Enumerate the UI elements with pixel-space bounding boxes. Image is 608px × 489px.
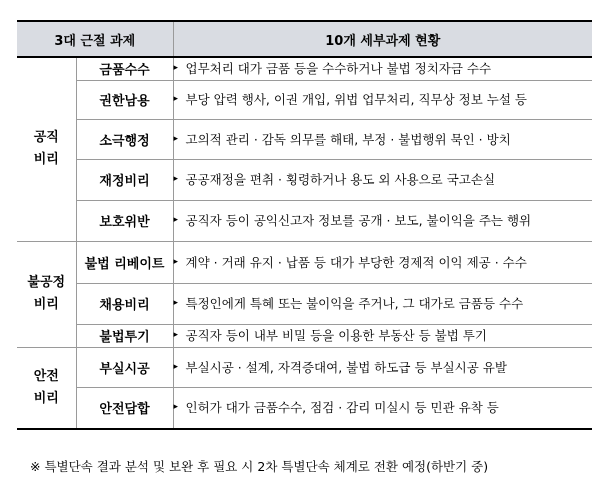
category-public-corruption: 공직 비리 [17, 57, 76, 241]
bullet-icon: ▸ [173, 330, 179, 340]
subtask-description: ▸ 고의적 관리 · 감독 의무를 해태, 부정 · 불법행위 묵인 · 방치 [173, 119, 592, 159]
table-row [17, 324, 592, 347]
table-row [17, 57, 592, 80]
subtask-description: ▸ 부실시공 · 설계, 자격증대여, 불법 하도급 등 부실시공 유발 [173, 347, 592, 387]
subtask-description: ▸ 계약 · 거래 유지 · 납품 등 대가 부당한 경제적 이익 제공 · 수수 [173, 241, 592, 283]
subtask-description: ▸ 공직자 등이 공익신고자 정보를 공개 · 보도, 불이익을 주는 행위 [173, 200, 592, 241]
subtask-description: ▸ 부당 압력 행사, 이권 개입, 위법 업무처리, 직무상 정보 누설 등 [173, 80, 592, 119]
table-row [17, 159, 592, 200]
table-row [17, 347, 592, 387]
category-safety-corruption: 안전 비리 [17, 347, 76, 429]
table-row [17, 387, 592, 429]
bullet-icon: ▸ [173, 298, 179, 308]
bullet-icon: ▸ [173, 94, 179, 104]
footnote: ※ 특별단속 결과 분석 및 보완 후 필요 시 2차 특별단속 체계로 전환 예정(하반기 중) [30, 459, 489, 474]
subtask-description: ▸ 공직자 등이 내부 비밀 등을 이용한 부동산 등 불법 투기 [173, 324, 592, 347]
category-unfair-corruption: 불공정 비리 [17, 241, 76, 347]
bullet-icon: ▸ [173, 63, 179, 74]
table-row [17, 119, 592, 159]
subtask-description: ▸ 인허가 대가 금품수수, 점검 · 감리 미실시 등 민관 유착 등 [173, 387, 592, 429]
subtask-label: 금품수수 [76, 57, 173, 80]
subtask-description: ▸ 공공재정을 편취 · 횡령하거나 용도 외 사용으로 국고손실 [173, 159, 592, 200]
subtask-label: 안전담합 [76, 387, 173, 429]
subtask-description: ▸ 업무처리 대가 금품 등을 수수하거나 불법 정치자금 수수 [173, 57, 592, 80]
table-header-row [17, 21, 592, 57]
subtask-label: 소극행정 [76, 119, 173, 159]
table-row [17, 80, 592, 119]
subtask-label: 재정비리 [76, 159, 173, 200]
subtask-label: 채용비리 [76, 283, 173, 324]
subtask-label: 부실시공 [76, 347, 173, 387]
subtask-label: 권한남용 [76, 80, 173, 119]
table-row [17, 200, 592, 241]
subtask-label: 보호위반 [76, 200, 173, 241]
bullet-icon: ▸ [173, 402, 179, 413]
subtask-label: 불법 리베이트 [76, 241, 173, 283]
subtask-label: 불법투기 [76, 324, 173, 347]
bullet-icon: ▸ [173, 215, 179, 225]
table-row [17, 283, 592, 324]
tasks-table [17, 20, 592, 430]
bullet-icon: ▸ [173, 361, 179, 372]
subtask-description: ▸ 특정인에게 특혜 또는 불이익을 주거나, 그 대가로 금품등 수수 [173, 283, 592, 324]
table-row [17, 241, 592, 283]
header-ten-subtasks: 10개 세부과제 현황 [173, 21, 592, 57]
bullet-icon: ▸ [173, 133, 179, 144]
header-three-tasks: 3대 근절 과제 [17, 21, 173, 57]
bullet-icon: ▸ [173, 256, 179, 267]
bullet-icon: ▸ [173, 174, 179, 184]
